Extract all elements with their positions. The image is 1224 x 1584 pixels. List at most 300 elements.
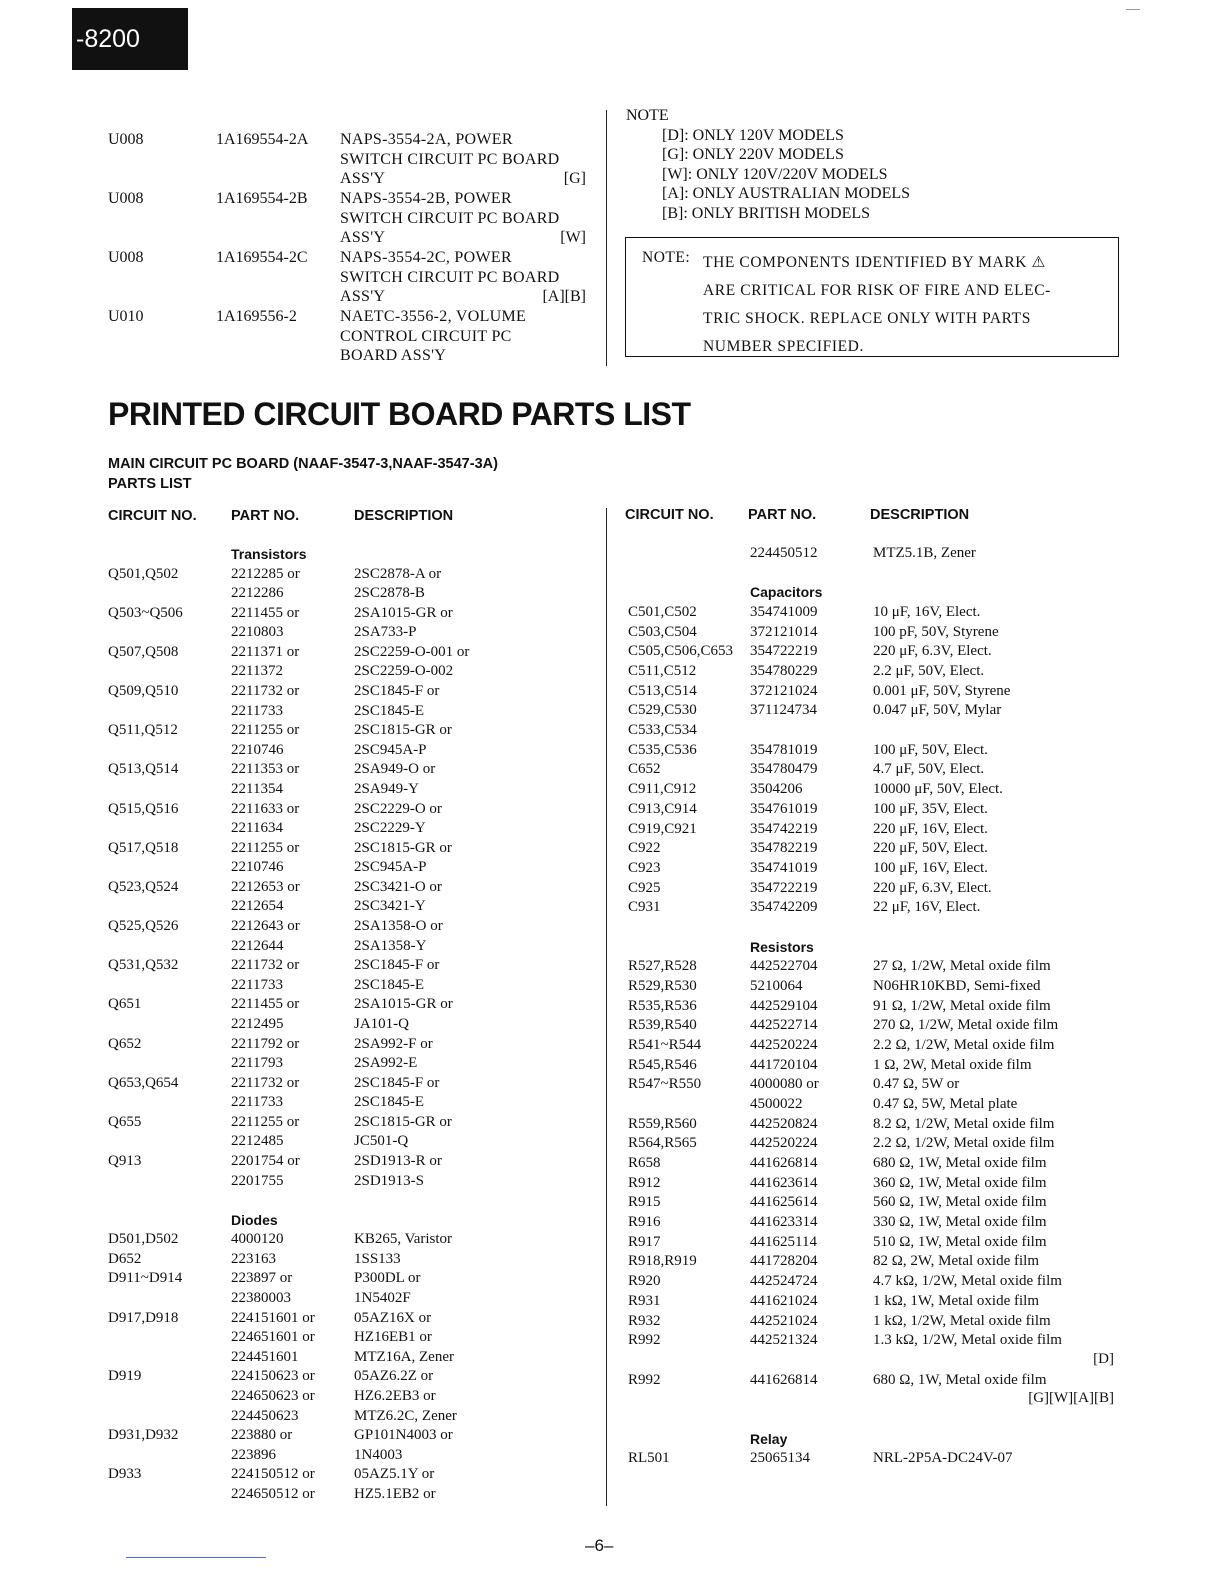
board-subtitle: PARTS LIST bbox=[108, 476, 192, 492]
table-divider bbox=[606, 508, 607, 1506]
section-heading: Capacitors bbox=[750, 584, 823, 601]
part-no: 442520824 bbox=[750, 1115, 818, 1132]
model-tag: [G][W][A][B] bbox=[1028, 1390, 1114, 1407]
safety-note-line: ARE CRITICAL FOR RISK OF FIRE AND ELEC- bbox=[703, 282, 1051, 299]
board-title: MAIN CIRCUIT PC BOARD (NAAF-3547-3,NAAF-3547-3A) bbox=[108, 456, 498, 472]
model-note-item: [B]: ONLY BRITISH MODELS bbox=[662, 204, 871, 222]
description: 2SC1845-F or bbox=[354, 683, 440, 700]
description: MTZ6.2C, Zener bbox=[354, 1407, 457, 1424]
description: MTZ16A, Zener bbox=[354, 1348, 454, 1365]
part-no: 2211633 or bbox=[231, 800, 300, 817]
description: JA101-Q bbox=[354, 1015, 409, 1032]
description: 4.7 kΩ, 1/2W, Metal oxide film bbox=[873, 1273, 1062, 1290]
part-no: 2211255 or bbox=[231, 722, 300, 739]
table-row bbox=[0, 1250, 1, 1251]
model-label: -8200 bbox=[72, 8, 188, 70]
table-row bbox=[0, 1328, 1, 1329]
part-no: 224451601 bbox=[231, 1348, 299, 1365]
circuit-no: R529,R530 bbox=[628, 977, 697, 994]
description: 2SC2259-O-002 bbox=[354, 663, 454, 680]
description: 2SC1815-GR or bbox=[354, 1113, 452, 1130]
part-no: 2212654 bbox=[231, 898, 284, 915]
part-no: 441626814 bbox=[750, 1371, 818, 1388]
description: 1.3 kΩ, 1/2W, Metal oxide film bbox=[873, 1332, 1062, 1349]
circuit-no: D933 bbox=[108, 1466, 142, 1483]
assembly-part-no: 1A169554-2C bbox=[216, 249, 308, 266]
assembly-desc-line: NAPS-3554-2C, POWER bbox=[340, 249, 512, 266]
model-tag: [D] bbox=[1093, 1350, 1114, 1367]
circuit-no: C931 bbox=[628, 899, 661, 916]
description: 2SA1015-GR or bbox=[354, 604, 453, 621]
description: MTZ5.1B, Zener bbox=[873, 545, 976, 561]
part-no: 354741009 bbox=[750, 604, 818, 621]
safety-note-text bbox=[703, 249, 1051, 361]
table-row bbox=[0, 1272, 1, 1273]
description: 2SC1815-GR or bbox=[354, 839, 452, 856]
part-no: 442520224 bbox=[750, 1135, 818, 1152]
page-number: –6– bbox=[585, 1536, 614, 1555]
description: 1N5402F bbox=[354, 1290, 411, 1307]
model-tag: [W] bbox=[560, 229, 586, 247]
circuit-no: R541~R544 bbox=[628, 1037, 702, 1053]
circuit-no: C503,C504 bbox=[628, 623, 697, 640]
table-row bbox=[0, 917, 1, 918]
corner-mark bbox=[1126, 9, 1140, 10]
part-no: 224150512 or bbox=[231, 1466, 315, 1483]
table-row bbox=[0, 879, 1, 880]
part-no: 224650623 or bbox=[231, 1387, 315, 1404]
table-row bbox=[0, 1016, 1, 1017]
description: 2SC2878-B bbox=[354, 585, 425, 602]
description: 2SC1845-E bbox=[354, 976, 425, 993]
circuit-no: R932 bbox=[628, 1312, 661, 1329]
part-no: 2211733 bbox=[231, 976, 283, 993]
top-divider bbox=[606, 110, 607, 366]
circuit-no: C922 bbox=[628, 840, 661, 857]
right-header-circuit: CIRCUIT NO. bbox=[625, 507, 714, 523]
table-row bbox=[0, 1036, 1, 1037]
part-no: 2212286 bbox=[231, 585, 284, 602]
part-no: 224650512 or bbox=[231, 1485, 315, 1502]
part-no: 441728204 bbox=[750, 1253, 818, 1270]
assembly-desc-line: NAPS-3554-2A, POWER bbox=[340, 131, 513, 148]
part-no: 441621024 bbox=[750, 1292, 818, 1309]
part-no: 25065134 bbox=[750, 1450, 810, 1467]
description: 560 Ω, 1W, Metal oxide film bbox=[873, 1194, 1047, 1211]
description: 2SC1845-E bbox=[354, 1094, 425, 1111]
left-header-part: PART NO. bbox=[231, 508, 300, 524]
part-no: 2211732 or bbox=[231, 683, 300, 700]
part-no: 441625614 bbox=[750, 1194, 818, 1211]
description: 2SA733-P bbox=[354, 624, 417, 641]
part-no: 2211634 bbox=[231, 820, 283, 837]
part-no: 2211371 or bbox=[231, 643, 300, 660]
model-note-item: [W]: ONLY 120V/220V MODELS bbox=[662, 165, 888, 183]
circuit-no: Q523,Q524 bbox=[108, 878, 179, 895]
description: 220 μF, 6.3V, Elect. bbox=[873, 879, 992, 896]
section-heading: Diodes bbox=[231, 1211, 278, 1228]
part-no: 223896 bbox=[231, 1446, 276, 1463]
model-note-title: NOTE bbox=[626, 107, 669, 124]
table-row bbox=[0, 682, 1, 683]
description: 8.2 Ω, 1/2W, Metal oxide film bbox=[873, 1115, 1055, 1132]
part-no: 223897 or bbox=[231, 1270, 293, 1287]
table-row bbox=[0, 1312, 1, 1313]
part-no: 2212643 or bbox=[231, 918, 300, 935]
assembly-desc-line: SWITCH CIRCUIT PC BOARD bbox=[340, 150, 560, 168]
circuit-no: D501,D502 bbox=[108, 1231, 179, 1248]
circuit-no: R917 bbox=[628, 1233, 661, 1250]
description: 2SC1815-GR or bbox=[354, 722, 452, 739]
table-row bbox=[0, 780, 1, 781]
description: 91 Ω, 1/2W, Metal oxide film bbox=[873, 997, 1051, 1014]
table-row bbox=[0, 721, 1, 722]
safety-note-box bbox=[625, 237, 1119, 357]
assembly-desc-line: ASS'Y bbox=[340, 229, 386, 247]
footer-line bbox=[126, 1557, 266, 1558]
table-row bbox=[0, 1367, 1, 1368]
table-row bbox=[0, 1446, 1, 1447]
table-row bbox=[0, 1331, 1, 1332]
description: 2SC3421-O or bbox=[354, 878, 442, 895]
part-no: 4500022 bbox=[750, 1096, 803, 1113]
table-row bbox=[0, 1095, 1, 1096]
part-no: 442524724 bbox=[750, 1273, 818, 1290]
assembly-desc-line: ASS'Y bbox=[340, 170, 386, 188]
part-no: 2211455 or bbox=[231, 604, 300, 621]
table-row bbox=[0, 1449, 1, 1450]
table-row bbox=[0, 1213, 1, 1214]
table-row bbox=[0, 544, 1, 545]
table-row bbox=[0, 1134, 1, 1135]
circuit-no: Q507,Q508 bbox=[108, 643, 179, 660]
description: 100 pF, 50V, Styrene bbox=[873, 623, 999, 640]
part-no: 372121024 bbox=[750, 682, 818, 699]
circuit-no: Q525,Q526 bbox=[108, 918, 179, 935]
table-row bbox=[0, 603, 1, 604]
table-row bbox=[0, 741, 1, 742]
table-row bbox=[0, 1407, 1, 1408]
circuit-no: R658 bbox=[628, 1155, 661, 1172]
description: 2SD1913-S bbox=[354, 1172, 425, 1189]
circuit-no: R527,R528 bbox=[628, 958, 697, 975]
table-row bbox=[0, 1289, 1, 1290]
description: 2SD1913-R or bbox=[354, 1152, 442, 1169]
circuit-no: Q501,Q502 bbox=[108, 565, 179, 582]
description: 2SC1845-F or bbox=[354, 1074, 440, 1091]
part-no: 2212485 bbox=[231, 1133, 284, 1150]
table-row bbox=[0, 584, 1, 585]
circuit-no: D911~D914 bbox=[108, 1270, 183, 1287]
part-no: 371124734 bbox=[750, 702, 817, 719]
table-row bbox=[0, 997, 1, 998]
description: 100 μF, 35V, Elect. bbox=[873, 800, 988, 817]
part-no: 441625114 bbox=[750, 1233, 817, 1250]
part-no: 4000120 bbox=[231, 1231, 284, 1248]
table-row bbox=[0, 1426, 1, 1427]
right-header-part: PART NO. bbox=[748, 507, 817, 523]
assembly-part-no: 1A169554-2B bbox=[216, 190, 308, 207]
description: JC501-Q bbox=[354, 1133, 409, 1150]
description: 2SA949-Y bbox=[354, 780, 420, 797]
table-row bbox=[0, 1152, 1, 1153]
part-no: 441626814 bbox=[750, 1155, 818, 1172]
circuit-no: C505,C506,C653 bbox=[628, 643, 734, 660]
table-row bbox=[0, 1252, 1, 1253]
part-no: 2212495 bbox=[231, 1015, 284, 1032]
circuit-no: C923 bbox=[628, 859, 661, 876]
part-no: 223163 bbox=[231, 1250, 276, 1267]
table-row bbox=[0, 1309, 1, 1310]
circuit-no: R916 bbox=[628, 1214, 661, 1231]
part-no: 2212644 bbox=[231, 937, 284, 954]
assembly-circuit-no: U008 bbox=[108, 131, 144, 148]
part-no: 442522704 bbox=[750, 958, 818, 975]
table-row bbox=[0, 1230, 1, 1231]
part-no: 372121014 bbox=[750, 623, 818, 640]
part-no: 2211732 or bbox=[231, 1074, 300, 1091]
description: 27 Ω, 1/2W, Metal oxide film bbox=[873, 958, 1051, 975]
description: 4.7 μF, 50V, Elect. bbox=[873, 761, 985, 778]
table-row bbox=[0, 977, 1, 978]
table-row bbox=[0, 1269, 1, 1270]
part-no: 224151601 or bbox=[231, 1309, 315, 1326]
table-row bbox=[0, 565, 1, 566]
table-row bbox=[0, 662, 1, 663]
circuit-no: D931,D932 bbox=[108, 1427, 179, 1444]
table-row bbox=[0, 1075, 1, 1076]
table-row bbox=[0, 1387, 1, 1388]
description: 680 Ω, 1W, Metal oxide film bbox=[873, 1155, 1047, 1172]
description: 0.001 μF, 50V, Styrene bbox=[873, 682, 1011, 699]
part-no: 224651601 or bbox=[231, 1329, 315, 1346]
safety-note-line: THE COMPONENTS IDENTIFIED BY MARK ⚠ bbox=[703, 254, 1047, 271]
model-tag: [A][B] bbox=[542, 288, 586, 306]
description: 1SS133 bbox=[354, 1250, 401, 1267]
part-no: 2210746 bbox=[231, 741, 284, 758]
assembly-desc-line: ASS'Y bbox=[340, 288, 386, 306]
circuit-no: Q509,Q510 bbox=[108, 683, 179, 700]
description: 2SA1358-O or bbox=[354, 918, 443, 935]
part-no: 224450623 bbox=[231, 1407, 299, 1424]
part-no: 441623614 bbox=[750, 1174, 818, 1191]
part-no: 354782219 bbox=[750, 840, 818, 857]
part-no: 2212285 or bbox=[231, 565, 300, 582]
description: 680 Ω, 1W, Metal oxide film bbox=[873, 1371, 1047, 1388]
part-no: 2211732 or bbox=[231, 957, 300, 974]
part-no: 354722219 bbox=[750, 643, 818, 660]
part-no: 442529104 bbox=[750, 997, 818, 1014]
description: 05AZ16X or bbox=[354, 1309, 432, 1326]
circuit-no: R559,R560 bbox=[628, 1115, 697, 1132]
description: HZ16EB1 or bbox=[354, 1329, 432, 1346]
table-row bbox=[0, 1113, 1, 1114]
circuit-no: D917,D918 bbox=[108, 1309, 179, 1326]
table-row bbox=[0, 1193, 1, 1194]
table-row bbox=[0, 1348, 1, 1349]
description: 0.47 Ω, 5W or bbox=[873, 1076, 960, 1093]
table-row bbox=[0, 1154, 1, 1155]
description: 2SC945A-P bbox=[354, 741, 427, 758]
part-no: 442521324 bbox=[750, 1332, 818, 1349]
circuit-no: R564,R565 bbox=[628, 1135, 697, 1152]
description: 10000 μF, 50V, Elect. bbox=[873, 781, 1003, 798]
assembly-desc-line: NAETC-3556-2, VOLUME bbox=[340, 308, 527, 325]
table-row bbox=[0, 937, 1, 938]
description: 100 μF, 50V, Elect. bbox=[873, 741, 988, 758]
circuit-no: D919 bbox=[108, 1368, 142, 1385]
description: 1N4003 bbox=[354, 1446, 403, 1463]
description: 05AZ6.2Z or bbox=[354, 1368, 434, 1385]
circuit-no: Q517,Q518 bbox=[108, 839, 179, 856]
table-row bbox=[0, 1132, 1, 1133]
table-row bbox=[0, 1371, 1, 1372]
circuit-no: R931 bbox=[628, 1292, 661, 1309]
circuit-no: C501,C502 bbox=[628, 604, 697, 621]
part-no: 5210064 bbox=[750, 977, 803, 994]
circuit-no: D652 bbox=[108, 1250, 142, 1267]
part-no: 224450512 bbox=[750, 545, 818, 561]
description: 1 kΩ, 1/2W, Metal oxide film bbox=[873, 1312, 1051, 1329]
model-note-items bbox=[626, 126, 910, 224]
part-no: 354741019 bbox=[750, 859, 818, 876]
table-row bbox=[0, 957, 1, 958]
part-no: 3504206 bbox=[750, 781, 803, 798]
circuit-no: Q503~Q506 bbox=[108, 604, 183, 621]
part-no: 441720104 bbox=[750, 1056, 818, 1073]
safety-note-line: TRIC SHOCK. REPLACE ONLY WITH PARTS bbox=[703, 310, 1031, 327]
assembly-circuit-no: U010 bbox=[108, 308, 144, 325]
table-row bbox=[0, 839, 1, 840]
part-no: 354761019 bbox=[750, 800, 818, 817]
part-no: 223880 or bbox=[231, 1427, 293, 1444]
description: 220 μF, 6.3V, Elect. bbox=[873, 643, 992, 660]
part-no: 2211455 or bbox=[231, 996, 300, 1013]
part-no: 354742219 bbox=[750, 820, 818, 837]
part-no: 442520224 bbox=[750, 1037, 818, 1053]
circuit-no: R920 bbox=[628, 1273, 661, 1290]
part-no: 2211733 bbox=[231, 702, 283, 719]
part-no: 2201754 or bbox=[231, 1152, 300, 1169]
assembly-desc-line: NAPS-3554-2B, POWER bbox=[340, 190, 512, 207]
circuit-no: C925 bbox=[628, 879, 661, 896]
description: 510 Ω, 1W, Metal oxide film bbox=[873, 1233, 1047, 1250]
circuit-no: RL501 bbox=[628, 1450, 670, 1467]
safety-note-label: NOTE: bbox=[642, 249, 691, 266]
circuit-no: R912 bbox=[628, 1174, 661, 1191]
description: GP101N4003 or bbox=[354, 1427, 453, 1444]
description: 1 kΩ, 1W, Metal oxide film bbox=[873, 1292, 1039, 1309]
part-no: 2211792 or bbox=[231, 1035, 300, 1052]
table-row bbox=[0, 1485, 1, 1486]
part-no: 442521024 bbox=[750, 1312, 818, 1329]
description: 2SA992-F or bbox=[354, 1035, 433, 1052]
table-row bbox=[0, 800, 1, 801]
part-no: 354781019 bbox=[750, 741, 818, 758]
description: NRL-2P5A-DC24V-07 bbox=[873, 1450, 1013, 1467]
part-no: 2211354 bbox=[231, 780, 283, 797]
circuit-no: Q653,Q654 bbox=[108, 1074, 179, 1091]
description: 0.047 μF, 50V, Mylar bbox=[873, 702, 1002, 719]
circuit-no: C529,C530 bbox=[628, 702, 697, 719]
table-row bbox=[0, 623, 1, 624]
table-row bbox=[0, 1465, 1, 1466]
circuit-no: C535,C536 bbox=[628, 741, 697, 758]
section-heading: Transistors bbox=[231, 546, 307, 562]
part-no: 2210803 bbox=[231, 624, 284, 641]
section-heading: Resistors bbox=[750, 938, 814, 955]
assembly-desc-line: SWITCH CIRCUIT PC BOARD bbox=[340, 268, 560, 286]
circuit-no: Q511,Q512 bbox=[108, 722, 178, 739]
description: 2SC2259-O-001 or bbox=[354, 643, 470, 660]
table-row bbox=[0, 760, 1, 761]
circuit-no: Q531,Q532 bbox=[108, 957, 179, 974]
circuit-no: R545,R546 bbox=[628, 1056, 697, 1073]
circuit-no: C513,C514 bbox=[628, 682, 697, 699]
model-note bbox=[626, 106, 910, 224]
circuit-no: R992 bbox=[628, 1371, 661, 1388]
description: 2.2 Ω, 1/2W, Metal oxide film bbox=[873, 1037, 1055, 1053]
table-row bbox=[0, 898, 1, 899]
right-header-desc: DESCRIPTION bbox=[870, 507, 970, 523]
description: 2SA992-E bbox=[354, 1055, 418, 1072]
description: 2.2 μF, 50V, Elect. bbox=[873, 663, 985, 680]
description: HZ5.1EB2 or bbox=[354, 1485, 436, 1502]
description: 0.47 Ω, 5W, Metal plate bbox=[873, 1096, 1018, 1113]
circuit-no: R915 bbox=[628, 1194, 661, 1211]
part-no: 2211793 bbox=[231, 1055, 283, 1072]
description: 270 Ω, 1/2W, Metal oxide film bbox=[873, 1017, 1059, 1034]
left-header-desc: DESCRIPTION bbox=[354, 508, 454, 524]
part-no: 2211372 bbox=[231, 663, 283, 680]
part-no: 441623314 bbox=[750, 1214, 818, 1231]
circuit-no: R539,R540 bbox=[628, 1017, 697, 1034]
circuit-no: C919,C921 bbox=[628, 820, 697, 837]
description: 330 Ω, 1W, Metal oxide film bbox=[873, 1214, 1047, 1231]
table-row bbox=[0, 859, 1, 860]
assembly-circuit-no: U008 bbox=[108, 249, 144, 266]
description: P300DL or bbox=[354, 1270, 421, 1287]
description: 2SA1358-Y bbox=[354, 937, 427, 954]
circuit-no: C533,C534 bbox=[628, 722, 697, 739]
description: 360 Ω, 1W, Metal oxide film bbox=[873, 1174, 1047, 1191]
part-no: 2212653 or bbox=[231, 878, 300, 895]
description: KB265, Varistor bbox=[354, 1231, 453, 1248]
part-no: 354780479 bbox=[750, 761, 818, 778]
part-no: 442522714 bbox=[750, 1017, 818, 1034]
part-no: 22380003 bbox=[231, 1290, 291, 1307]
description: 82 Ω, 2W, Metal oxide film bbox=[873, 1253, 1039, 1270]
assembly-circuit-no: U008 bbox=[108, 190, 144, 207]
model-tag: [G] bbox=[563, 170, 586, 188]
table-row bbox=[0, 1292, 1, 1293]
description: 2SC3421-Y bbox=[354, 898, 426, 915]
table-row bbox=[0, 642, 1, 643]
part-no: 2211353 or bbox=[231, 761, 300, 778]
assembly-desc-line: CONTROL CIRCUIT PC bbox=[340, 327, 512, 345]
description: HZ6.2EB3 or bbox=[354, 1387, 436, 1404]
description: 2SC2878-A or bbox=[354, 565, 442, 582]
description: 2SC1845-F or bbox=[354, 957, 440, 974]
part-no: 2201755 bbox=[231, 1172, 284, 1189]
part-no: 224150623 or bbox=[231, 1368, 315, 1385]
circuit-no: R547~R550 bbox=[628, 1076, 702, 1093]
circuit-no: Q652 bbox=[108, 1035, 142, 1052]
description: 220 μF, 50V, Elect. bbox=[873, 840, 988, 857]
description: 05AZ5.1Y or bbox=[354, 1466, 435, 1483]
circuit-no: Q515,Q516 bbox=[108, 800, 179, 817]
description: 2SA1015-GR or bbox=[354, 996, 453, 1013]
